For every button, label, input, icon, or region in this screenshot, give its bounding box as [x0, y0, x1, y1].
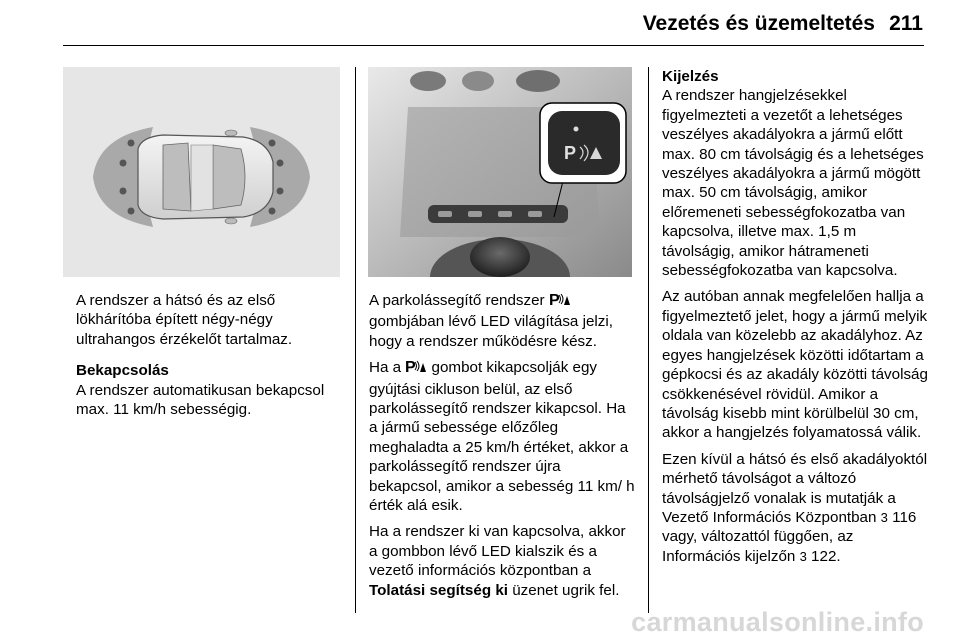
parking-sensor-figure	[63, 67, 340, 277]
park-assist-symbol-icon	[405, 358, 427, 379]
column-2-text	[369, 291, 637, 607]
off-message-label: Tolatási segítség ki	[369, 581, 508, 599]
off-message-paragraph: Ha a rendszer ki van kapcsolva, akkor a gombbon lévő LED kialszik és a vezető információs központban a Tolatási segítség ki üzenet ugrik fel.	[369, 523, 626, 599]
watermark: carmanualsonline.info	[631, 607, 924, 637]
led-paragraph: A parkolássegítő rendszer P gombjában lévő LED világítása jelzi, hogy a rendszer működésre kész.	[369, 292, 613, 350]
page-ref-arrow-icon[interactable]: 3	[880, 509, 888, 525]
deactivation-paragraph: Ha a P gombot kikapcsolják egy gyújtási cikluson belül, az első parkolássegítő rendszer kikapcsol. Ha a jármű sebessége előzőleg meghaladta a 25 km/h értéket, akkor a parkolássegítő rendszer újra bekapcsol, amikor a sebesség 11 km/ h érték alá esik.	[369, 359, 635, 515]
header-title: Vezetés és üzemeltetés	[642, 12, 875, 35]
column-divider-1	[355, 67, 356, 613]
column-3-text	[662, 67, 932, 573]
park-assist-symbol-icon	[549, 291, 571, 312]
activation-section	[76, 361, 346, 419]
svg-text:P: P	[548, 292, 560, 307]
distance-lines-paragraph: Ezen kívül a hátsó és első akadályoktól mérhető távolságot a változó távolságjelző vonalak is mutatják a Vezető Információs Központban 3 116 vagy, változattól függően, az Információs kijelzőn 3 122.	[662, 450, 928, 565]
svg-text:P: P	[564, 143, 577, 163]
header-rule	[63, 45, 924, 46]
page-number: 211	[889, 12, 923, 35]
page-ref-arrow-icon[interactable]: 3	[799, 548, 807, 564]
display-text: A rendszer hangjelzésekkel figyelmezteti a vezetőt a lehetséges veszélyes akadályokra a jármű előtt max. 80 cm távolságig és a lehetséges veszélyes akadályokra a jármű mögött max. 50 cm távolságig, amikor előremeneti sebességfokozatba van kapcsolva, illetve max. 1,5 m távolságig, amikor hátrameneti sebességfokozatba van kapcsolva.	[662, 87, 924, 280]
display-heading: Kijelzés	[662, 68, 719, 85]
console-illustration	[368, 67, 632, 277]
warning-signal-paragraph: Az autóban annak megfelelően hallja a figyelmeztető jelet, hogy a jármű melyik oldala van közelebb az akadályhoz. Az egyes hangjelzések közötti időtartam a gépkocsi és az akadály közötti távolság csökkenésével rövidül. Amikor a távolság kisebb mint körülbelül 30 cm, akkor a hangjelzés folyamatossá válik.	[662, 288, 928, 442]
column-divider-2	[648, 67, 649, 613]
svg-text:P: P	[405, 359, 416, 375]
display-section	[662, 67, 932, 280]
sensor-description: A rendszer a hátsó és az első lökhárítóba épített négy-négy ultrahangos érzékelőt tartalmaz.	[76, 292, 293, 348]
activation-heading: Bekapcsolás	[76, 362, 169, 380]
park-assist-button-figure	[368, 67, 632, 277]
car-top-view-illustration	[63, 67, 340, 277]
activation-text: A rendszer automatikusan bekapcsol max. 11 km/h sebességig.	[76, 381, 325, 419]
column-1-text	[76, 291, 346, 426]
